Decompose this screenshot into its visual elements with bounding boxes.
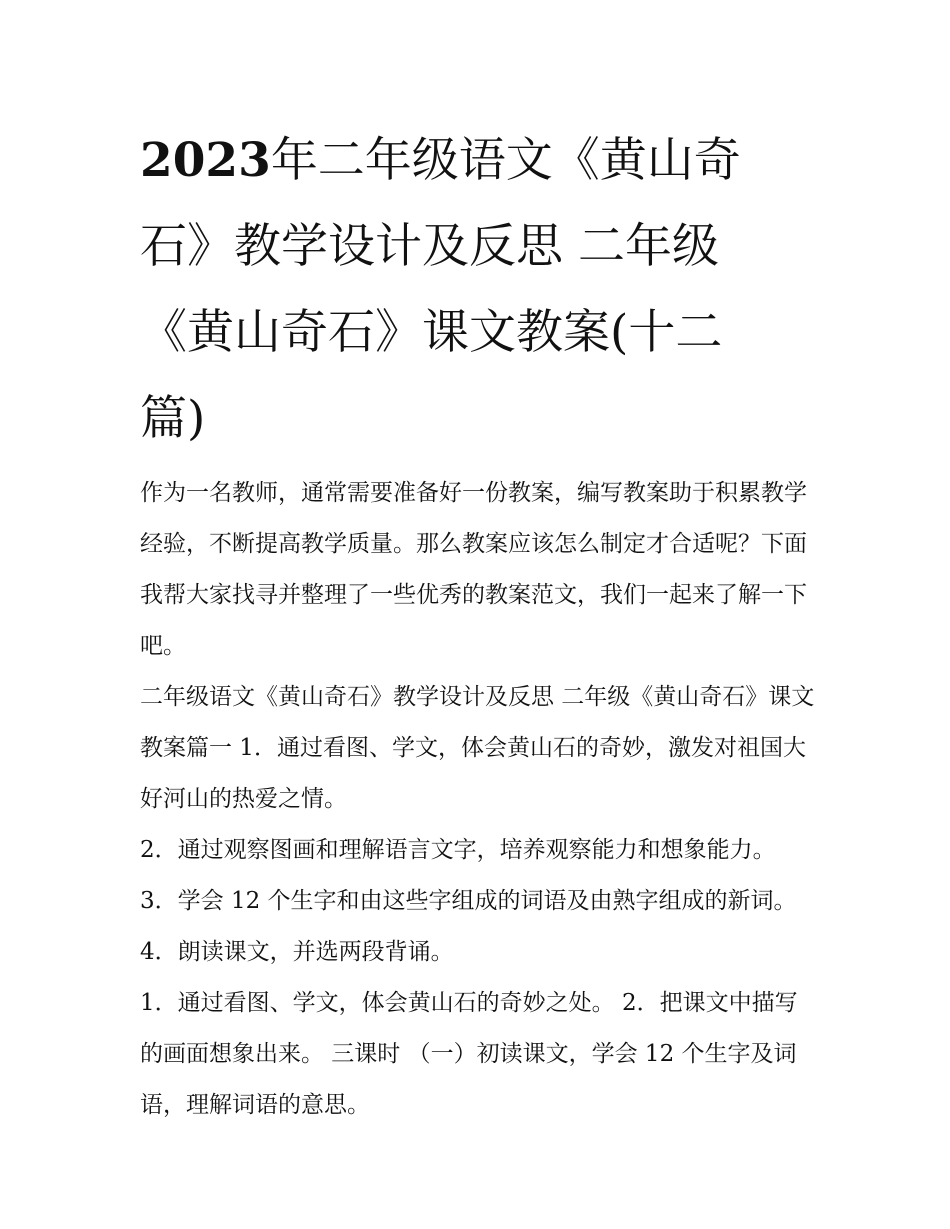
intro-paragraph: 作为一名教师，通常需要准备好一份教案，编写教案助于积累教学经验，不断提高教学质量。那么教案应该怎么制定才合适呢？下面我帮大家找寻并整理了一些优秀的教案范文，我们一起来了解一下吧。 bbox=[140, 480, 807, 659]
paragraph-1: 二年级语文《黄山奇石》教学设计及反思 二年级《黄山奇石》课文教案篇一 1．通过看图、学文，体会黄山石的奇妙，激发对祖国大好河山的热爱之情。 bbox=[140, 684, 815, 812]
paragraph-3: 1．通过看图、学文，体会黄山石的奇妙之处。 2．把课文中描写的画面想象出来。 三课时 （一）初读课文，学会 12 个生字及词语，理解词语的意思。 bbox=[140, 990, 798, 1118]
document-page bbox=[140, 118, 815, 1131]
paragraph-2: 2．通过观察图画和理解语言文字，培养观察能力和想象能力。 3．学会 12 个生字和由这些字组成的词语及由熟字组成的新词。 4．朗读课文，并选两段背诵。 bbox=[140, 837, 797, 965]
title-year: 2023 bbox=[140, 133, 271, 188]
title-text: 年二年级语文《黄山奇石》教学设计及反思 二年级《黄山奇石》课文教案(十二篇) bbox=[140, 133, 741, 446]
document-title bbox=[140, 118, 780, 462]
